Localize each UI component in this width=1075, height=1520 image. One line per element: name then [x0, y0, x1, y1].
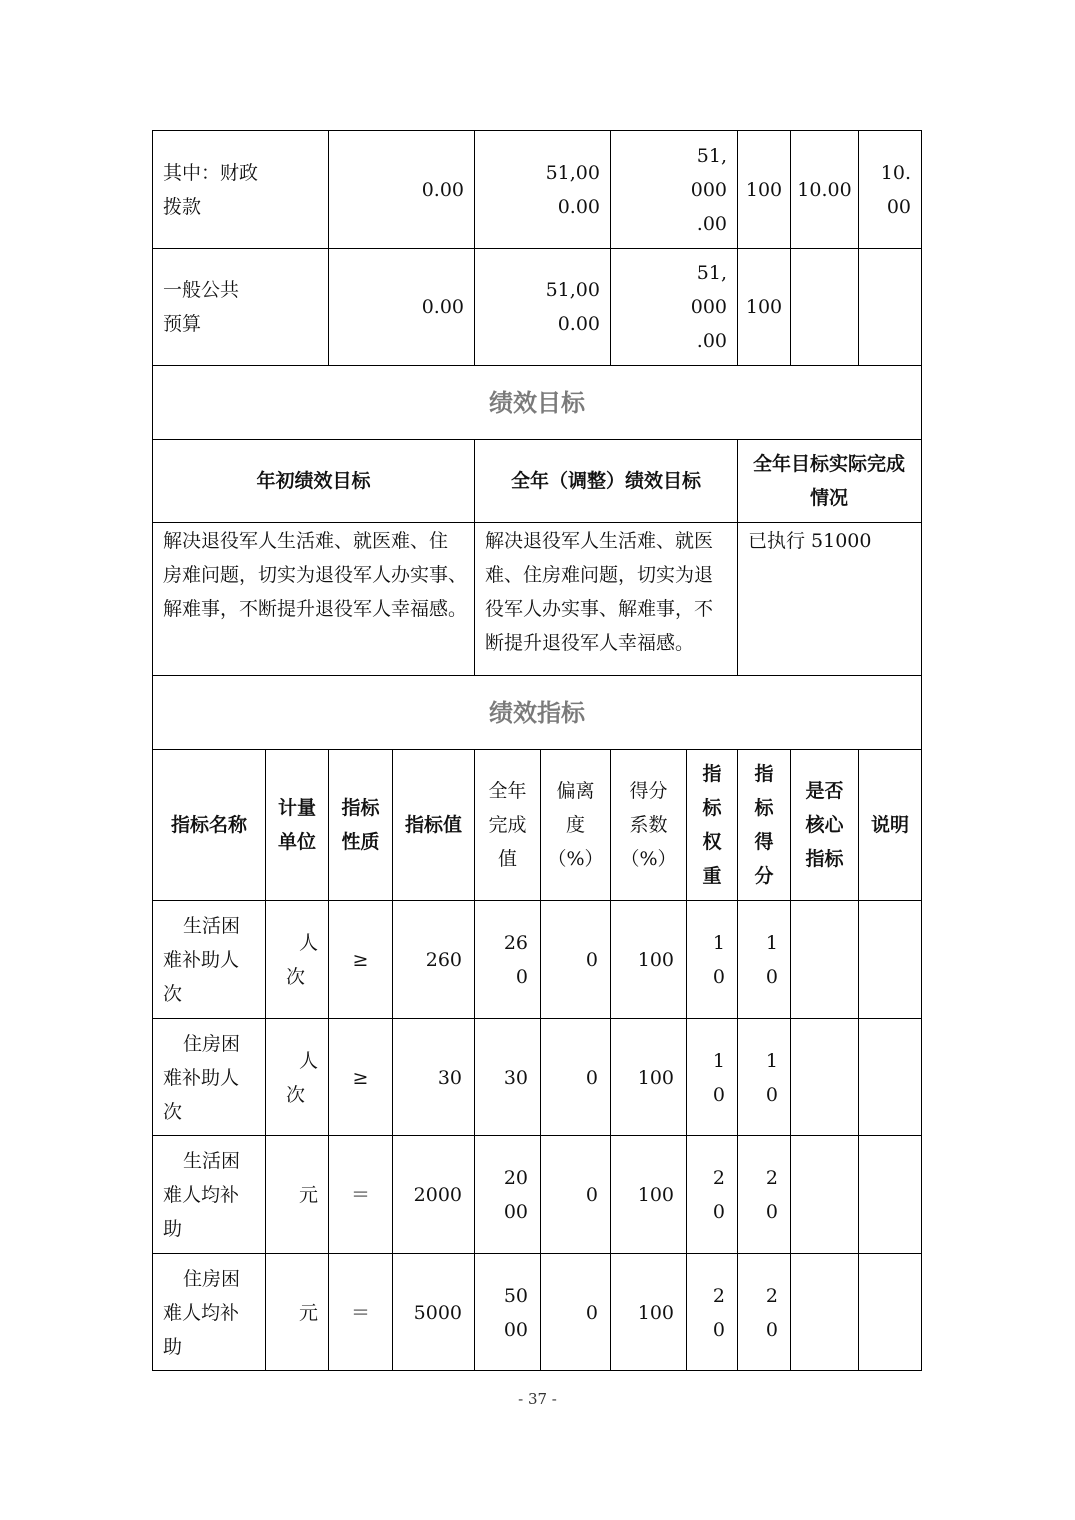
- goals-header-initial: 年初绩效目标: [256, 470, 371, 492]
- section-title-goals: 绩效目标: [489, 388, 585, 417]
- indicator-cell-text: 人: [298, 931, 318, 954]
- section-title-indicators: 绩效指标: [489, 698, 585, 727]
- indicator-cell-nature: [329, 1136, 392, 1253]
- indicator-cell-name: [153, 901, 265, 1018]
- indicator-cell-text: 2: [765, 1166, 778, 1189]
- indicator-cell-text: 26: [503, 931, 528, 954]
- funding-score: 10. 00: [880, 161, 911, 218]
- indicator-cell-text: 100: [637, 1301, 674, 1324]
- indicator-header-core: 是否 核心 指标: [805, 780, 844, 870]
- indicator-cell-unit: [266, 1136, 328, 1253]
- funding-adjusted: 51,00 0.00: [545, 279, 600, 335]
- indicator-cell-text: 2: [765, 1284, 778, 1307]
- indicator-header-name: 指标名称: [170, 814, 247, 836]
- indicator-cell-value: [393, 901, 474, 1018]
- indicator-cell-core: [791, 1019, 858, 1136]
- indicator-cell-unit: [266, 1019, 328, 1136]
- indicator-cell-name: [153, 1136, 265, 1253]
- indicator-cell-text: 0: [585, 948, 598, 971]
- indicator-cell-text: 难补助人: [163, 1066, 240, 1089]
- indicator-cell-text: 0: [585, 1183, 598, 1206]
- indicator-cell-coef: [611, 901, 686, 1018]
- indicator-cell-text: 0: [765, 1200, 778, 1223]
- indicator-cell-score: [738, 1136, 790, 1253]
- indicator-cell-note: [859, 1136, 921, 1253]
- indicator-cell-text: 0: [515, 965, 528, 988]
- indicator-cell-text: 难补助人: [163, 948, 240, 971]
- indicator-cell-value: [393, 1254, 474, 1371]
- indicator-cell-text: 1: [712, 1049, 725, 1072]
- indicator-cell-actual: [475, 1254, 540, 1371]
- indicator-cell-text: 0: [712, 1200, 725, 1223]
- indicator-cell-name: [153, 1019, 265, 1136]
- funding-row-label: 一般公共 预算: [163, 279, 240, 335]
- indicator-cell-deviation: [541, 1254, 610, 1371]
- goals-adjusted-text: 解决退役军人生活难、就医 难、住房难问题，切实为退 役军人办实事、解难事，不 断提升退役军人幸福感。: [485, 530, 714, 654]
- indicator-cell-text: 0: [765, 1318, 778, 1341]
- indicator-cell-text: 次: [163, 982, 183, 1005]
- indicator-header-value: 指标值: [404, 814, 462, 836]
- indicator-cell-text: 难人均补: [163, 1183, 240, 1206]
- goals-header-actual: 全年目标实际完成情况: [752, 453, 905, 509]
- funding-adjusted: 51,00 0.00: [545, 161, 600, 218]
- page-number: - 37 -: [518, 1390, 557, 1408]
- funding-initial: 0.00: [421, 178, 464, 201]
- indicator-cell-weight: [687, 1019, 737, 1136]
- indicator-cell-text: 100: [637, 948, 674, 971]
- goals-actual-text: 已执行 51000: [748, 530, 872, 552]
- indicator-cell-text: 0: [712, 1318, 725, 1341]
- funding-initial: 0.00: [421, 296, 464, 318]
- goals-header-adjusted: 全年（调整）绩效目标: [510, 470, 701, 492]
- indicator-cell-coef: [611, 1254, 686, 1371]
- indicator-cell-text: 30: [437, 1066, 462, 1089]
- indicator-cell-text: 0: [585, 1066, 598, 1089]
- indicator-header-coef: 得分 系数 （%）: [620, 780, 677, 870]
- indicator-cell-deviation: [541, 1019, 610, 1136]
- indicator-cell-text: 0: [585, 1301, 598, 1324]
- funding-row-label: 其中：财政 拨款: [163, 161, 259, 218]
- indicator-header-weight: 指 标 权 重: [702, 763, 722, 887]
- indicator-cell-core: [791, 1254, 858, 1371]
- indicator-cell-coef: [611, 1136, 686, 1253]
- indicator-cell-score: [738, 901, 790, 1018]
- indicator-header-score: 指 标 得 分: [754, 763, 774, 887]
- indicator-cell-text: 2: [712, 1166, 725, 1189]
- indicator-cell-text: 助: [163, 1335, 183, 1358]
- indicator-cell-text: 住房困: [183, 1267, 241, 1290]
- indicator-cell-text: 难人均补: [163, 1301, 240, 1324]
- goals-initial-text: 解决退役军人生活难、就医难、住 房难问题，切实为退役军人办实事、 解难事，不断提升退役军人幸福感。: [163, 530, 468, 620]
- indicator-cell-weight: [687, 1136, 737, 1253]
- indicator-cell-unit: [266, 1254, 328, 1371]
- indicator-cell-text: 1: [712, 931, 725, 954]
- indicator-cell-score: [738, 1254, 790, 1371]
- indicator-cell-nature: [329, 1254, 392, 1371]
- indicator-cell-deviation: [541, 1136, 610, 1253]
- indicator-header-unit: 计量 单位: [277, 797, 316, 853]
- indicator-cell-text: 1: [765, 1049, 778, 1072]
- indicator-cell-text: 260: [425, 948, 462, 971]
- indicator-cell-text: 50: [503, 1284, 528, 1307]
- indicator-cell-text: 住房困: [183, 1032, 241, 1055]
- indicator-header-nature: 指标 性质: [341, 797, 380, 853]
- indicator-cell-nature: [329, 901, 392, 1018]
- indicator-cell-text: 100: [637, 1066, 674, 1089]
- indicator-cell-deviation: [541, 901, 610, 1018]
- indicator-cell-text: 20: [503, 1166, 528, 1189]
- indicator-cell-text: 次: [163, 1100, 183, 1123]
- indicator-header-note: 说明: [870, 814, 909, 836]
- indicator-cell-note: [859, 1254, 921, 1371]
- indicator-cell-text: 生活困: [183, 914, 241, 937]
- indicator-cell-note: [859, 901, 921, 1018]
- indicator-cell-text: 5000: [413, 1301, 462, 1324]
- indicator-cell-name: [153, 1254, 265, 1371]
- indicator-cell-text: 30: [503, 1066, 528, 1089]
- indicator-cell-note: [859, 1019, 921, 1136]
- indicator-cell-text: ＝: [350, 1301, 370, 1324]
- indicator-cell-text: 2000: [413, 1183, 462, 1206]
- funding-executed: 51, 000 .00: [690, 144, 727, 235]
- indicator-cell-core: [791, 1136, 858, 1253]
- funding-weight: 10.00: [797, 178, 852, 201]
- indicator-cell-text: 2: [712, 1284, 725, 1307]
- indicator-cell-coef: [611, 1019, 686, 1136]
- indicator-cell-text: 0: [765, 1083, 778, 1106]
- indicator-cell-unit: [266, 901, 328, 1018]
- indicator-cell-text: ≥: [352, 948, 369, 971]
- indicator-cell-text: 100: [637, 1183, 674, 1206]
- indicator-cell-text: 元: [298, 1183, 318, 1206]
- indicator-cell-text: 0: [712, 1083, 725, 1106]
- indicator-cell-value: [393, 1019, 474, 1136]
- indicator-cell-actual: [475, 901, 540, 1018]
- indicator-cell-text: 1: [765, 931, 778, 954]
- indicator-cell-text: 0: [712, 965, 725, 988]
- indicator-cell-weight: [687, 901, 737, 1018]
- funding-rate: 100: [745, 178, 783, 201]
- indicator-cell-text: 生活困: [183, 1149, 241, 1172]
- indicator-cell-core: [791, 901, 858, 1018]
- funding-executed: 51, 000 .00: [690, 262, 727, 352]
- indicator-cell-text: 次: [286, 965, 306, 988]
- funding-rate: 100: [745, 296, 783, 318]
- indicator-cell-text: 0: [765, 965, 778, 988]
- indicator-cell-nature: [329, 1019, 392, 1136]
- indicator-cell-text: 次: [286, 1083, 306, 1106]
- indicator-cell-text: ≥: [352, 1066, 369, 1089]
- indicator-cell-text: 00: [503, 1318, 528, 1341]
- indicator-cell-text: 助: [163, 1217, 183, 1240]
- indicator-cell-text: 元: [298, 1301, 318, 1324]
- indicator-cell-text: 人: [298, 1049, 318, 1072]
- indicator-cell-score: [738, 1019, 790, 1136]
- indicator-cell-actual: [475, 1019, 540, 1136]
- indicator-header-actual: 全年 完成 值: [488, 780, 527, 870]
- indicator-header-deviation: 偏离 度 （%）: [547, 780, 604, 870]
- indicator-cell-weight: [687, 1254, 737, 1371]
- indicator-cell-text: 00: [503, 1200, 528, 1223]
- indicator-cell-actual: [475, 1136, 540, 1253]
- indicator-cell-value: [393, 1136, 474, 1253]
- indicator-cell-text: ＝: [350, 1183, 370, 1206]
